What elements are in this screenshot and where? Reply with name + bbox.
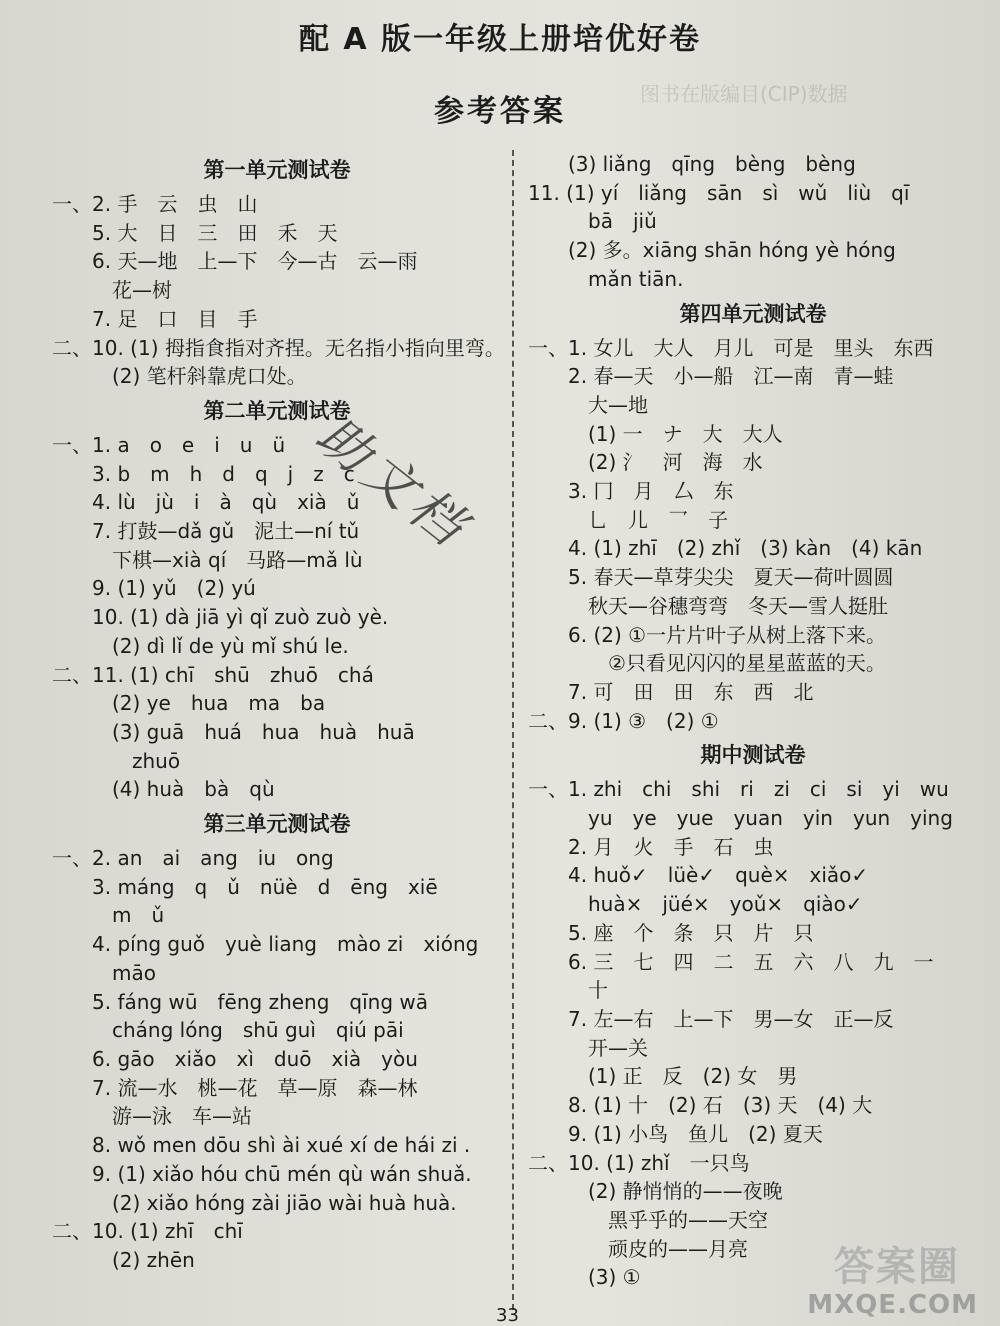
answer-line: 二、9. (1) ③ (2) ① (528, 708, 719, 733)
unit4-heading: 第四单元测试卷 (679, 301, 827, 326)
watermark-logo: 答案圈 (834, 1244, 960, 1290)
answer-line: (1) 一 ナ 大 大人 (528, 421, 783, 446)
answer-line: 4. (1) zhī (2) zhǐ (3) kàn (4) kān (528, 536, 923, 561)
answer-line: 6. (2) ①一片片叶子从树上落下来。 (528, 622, 887, 647)
answer-line: 3. 冂 月 厶 东 (528, 479, 734, 504)
answer-line: (3) ① (528, 1265, 641, 1290)
answer-line: (2) 多。xiāng shān hóng yè hóng (528, 238, 896, 263)
answer-line: 7. 可 田 田 东 西 北 (528, 679, 814, 704)
answer-line: (1) 正 反 (2) 女 男 (528, 1064, 798, 1089)
answer-line: 十 (528, 978, 608, 1003)
answer-line: 3. máng q ǔ nüè d ēng xiē (52, 874, 438, 899)
answer-line: mǎn tiān. (528, 266, 684, 291)
answer-line: (2) xiǎo hóng zài jiāo wài huà huà. (52, 1190, 457, 1215)
right-column (528, 150, 978, 1292)
unit4-answers (528, 334, 978, 736)
answer-line: 7. 打鼓—dǎ gǔ 泥土—ní tǔ (52, 519, 360, 544)
answer-line: 一、2. 手 云 虫 山 (52, 192, 258, 216)
answer-line: 大—地 (528, 392, 648, 417)
unit3-heading: 第三单元测试卷 (203, 812, 351, 837)
answer-line: 9. (1) yǔ (2) yú (52, 576, 256, 601)
answer-line: 5. fáng wū fēng zheng qīng wā (52, 989, 429, 1014)
answer-line: 二、10. (1) zhī chī (52, 1219, 243, 1244)
answer-line: 一、2. an ai ang iu ong (52, 846, 334, 871)
answer-line: (2) ye hua ma ba (52, 691, 326, 716)
answer-line: 8. wǒ men dōu shì ài xué xí de hái zi . (52, 1133, 471, 1158)
answer-line: (2) 笔杆斜靠虎口处。 (52, 364, 307, 389)
answer-line: 3. b m h d q j z c (52, 461, 355, 486)
answer-line: 开—关 (528, 1035, 648, 1060)
answer-line: 顽皮的——月亮 (528, 1236, 748, 1261)
answer-line: 6. gāo xiǎo xì duō xià yòu (52, 1046, 418, 1071)
unit2-heading: 第二单元测试卷 (203, 398, 351, 423)
answer-line: 11. (1) yí liǎng sān sì wǔ liù qī (528, 180, 910, 205)
answer-line: 9. (1) xiǎo hóu chū mén qù wán shuǎ. (52, 1161, 472, 1186)
bleed-through-text: 图书在版编目(CIP)数据 (640, 82, 848, 106)
answer-line: 2. 月 火 手 石 虫 (528, 834, 774, 859)
answer-line: 7. 流—水 桃—花 草—原 森—林 (52, 1075, 418, 1100)
answer-line: 黑乎乎的——天空 (528, 1207, 768, 1232)
answer-line: 2. 春—天 小—船 江—南 青—蛙 (528, 364, 894, 389)
answer-line: 5. 大 日 三 田 禾 天 (52, 220, 338, 245)
answer-line: 游—泳 车—站 (52, 1104, 252, 1129)
answer-line: (2) dì lǐ de yù mǐ shú le. (52, 633, 349, 658)
answer-line: māo (52, 960, 156, 985)
answer-line: 4. píng guǒ yuè liang mào zi xióng (52, 932, 479, 957)
answer-line: yu ye yue yuan yin yun ying (528, 806, 953, 831)
answer-line: 9. (1) 小鸟 鱼儿 (2) 夏天 (528, 1121, 823, 1146)
answer-line: 秋天—谷穗弯弯 冬天—雪人挺肚 (528, 593, 888, 618)
answer-line: 7. 足 口 目 手 (52, 306, 258, 331)
answer-line: 6. 三 七 四 二 五 六 八 九 一 (528, 949, 934, 974)
answer-line: huà× jüé× yoǔ× qiào✓ (528, 892, 863, 917)
answer-line: 一、1. zhi chi shi ri zi ci si yi wu (528, 777, 949, 802)
answer-line: 乚 儿 乛 子 (528, 507, 728, 532)
unit3-continued-answers (528, 150, 978, 294)
midterm-heading: 期中测试卷 (700, 743, 806, 768)
answer-line: (2) zhēn (52, 1247, 195, 1272)
answer-line: 5. 春天—草芽尖尖 夏天—荷叶圆圆 (528, 565, 894, 590)
answer-line: ②只看见闪闪的星星蓝蓝的天。 (528, 651, 886, 676)
answer-line: 二、10. (1) 拇指食指对齐捏。无名指小指向里弯。 (52, 335, 505, 360)
answer-line: 一、1. 女儿 大人 月儿 可是 里头 东西 (528, 335, 934, 360)
answer-line: 4. huǒ✓ lüè✓ què× xiǎo✓ (528, 863, 869, 888)
watermark-url: MXQE.COM (807, 1290, 978, 1320)
answer-line: bā jiǔ (528, 209, 657, 234)
answer-heading: 参考答案 (434, 94, 566, 129)
answer-line: 下棋—xià qí 马路—mǎ lù (52, 547, 363, 572)
answer-line: m ǔ (52, 903, 165, 928)
answer-line: (2) 静悄悄的——夜晚 (528, 1179, 783, 1204)
answer-line: cháng lóng shū guì qiú pāi (52, 1018, 404, 1043)
answer-line: (3) guā huá hua huà huā (52, 719, 415, 744)
answer-line: 二、11. (1) chī shū zhuō chá (52, 662, 374, 687)
answer-line: 8. (1) 十 (2) 石 (3) 天 (4) 大 (528, 1093, 873, 1118)
answer-line: 一、1. a o e i u ü (52, 432, 286, 457)
answer-line: 6. 天—地 上—下 今—古 云—雨 (52, 249, 418, 274)
unit1-heading: 第一单元测试卷 (203, 158, 351, 182)
answer-line: 二、10. (1) zhǐ 一只鸟 (528, 1150, 750, 1175)
unit3-answers (52, 844, 502, 1275)
answer-line: (4) huà bà qù (52, 777, 275, 802)
answer-line: 5. 座 个 条 只 片 只 (528, 920, 814, 945)
answer-line: (3) liǎng qīng bèng bèng (528, 152, 856, 176)
handwritten-annotation: 助文档 (305, 405, 480, 560)
page-title: 配 A 版一年级上册培优好卷 (298, 22, 702, 57)
answer-line: 10. (1) dà jiā yì qǐ zuò zuò yè. (52, 605, 389, 630)
answer-line: zhuō (52, 748, 181, 773)
answer-line: (2) 氵 河 海 水 (528, 450, 763, 475)
column-divider (512, 150, 514, 1310)
left-column (52, 150, 505, 1275)
page-number: 33 (496, 1305, 519, 1326)
answer-line: 4. lù jù i à qù xià ǔ (52, 490, 360, 515)
midterm-answers (528, 775, 978, 1292)
unit1-answers (52, 190, 505, 391)
answer-line: 7. 左—右 上—下 男—女 正—反 (528, 1006, 894, 1031)
answer-line: 花—树 (52, 278, 172, 303)
